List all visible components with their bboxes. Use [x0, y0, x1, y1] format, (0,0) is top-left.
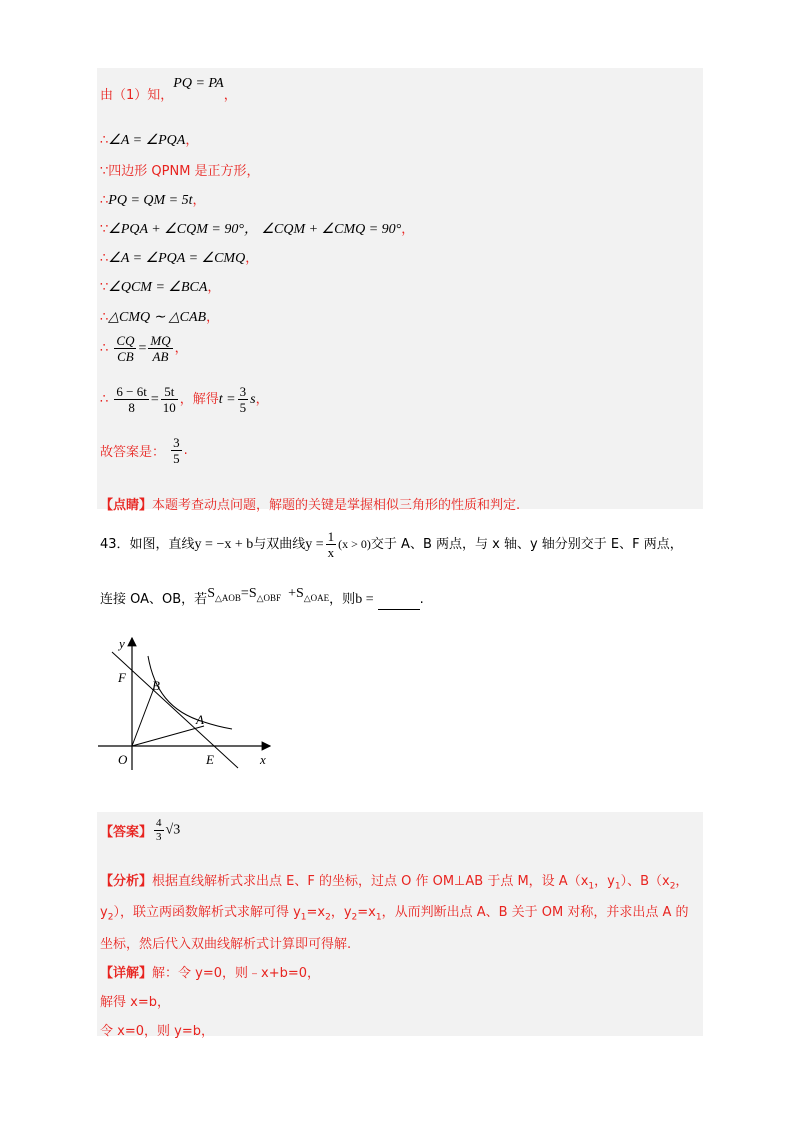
fraction-4-3: $\frac{4}{3}$: [156, 817, 162, 843]
detail-line-2: 解得 x=b，: [100, 995, 170, 1010]
formula-pq-qm: PQ = QM = 5t: [108, 193, 193, 208]
solution-line-6: ∴∠A = ∠PQA = ∠CMQ，: [100, 251, 259, 266]
label-a: A: [196, 712, 204, 727]
label-b: B: [152, 678, 160, 693]
label-x: x: [260, 752, 266, 767]
key-point-line: 【点睛】本题考查动点问题，解题的关键是掌握相似三角形的性质和判定.: [100, 498, 521, 513]
analysis-line-2: $y_2$），联立两函数解析式求解可得 $y_1=x_2$，$y_2=x_1$，从而判断出点 A、B 关于 OM 对称，并求出点 A 的: [100, 905, 689, 923]
segment-ob: [132, 688, 154, 746]
solution-answer-line: 故答案是： $\frac{3}{5}$ .: [100, 435, 188, 466]
solution-line-7: ∵∠QCM = ∠BCA，: [100, 280, 221, 295]
analysis-line-3: 坐标，然后代入双曲线解析式计算即可得解.: [100, 937, 352, 952]
detail-line-3: 令 x=0，则 y=b，: [100, 1024, 214, 1039]
solution-line-3: ∵四边形 QPNM 是正方形，: [100, 164, 260, 179]
fraction-answer-3-5: $\frac{3}{5}$: [173, 435, 180, 466]
question-line-2: 连接 OA、OB，若$S_{\triangle AOB}=S_{\triangle OBF} +S_{\triangle OAE}$，则b = .: [100, 588, 424, 610]
formula-similar: △CMQ ∼ △CAB: [108, 310, 207, 325]
key-point-tag: 【点睛】: [100, 498, 153, 513]
solution-line-4: ∴PQ = QM = 5t，: [100, 193, 206, 208]
label-y: y: [119, 636, 125, 651]
solution-line-10: ∴ $\frac{6 - 6t}{8}$ = $\frac{5t}{10}$ ，解得t = $\frac{3}{5}$ s，: [100, 384, 269, 415]
segment-oa: [132, 726, 204, 746]
solution-panel-bottom: [97, 812, 703, 1036]
area-s-aob: $S_{\triangle AOB}=S_{\triangle OBF} +S_{\triangle OAE}$: [207, 586, 330, 603]
question-line-1: 43．如图，直线y = −x + b与双曲线y = $\frac{1}{x}$ (x > 0)交于 A、B 两点，与 x 轴、y 轴分别交于 E、F 两点，: [100, 529, 683, 560]
detail-tag: 【详解】: [100, 966, 153, 981]
formula-angle-sum: ∠PQA + ∠CQM = 90°， ∠CQM + ∠CMQ = 90°: [108, 222, 402, 237]
formula-angle-a: ∠A = ∠PQA: [108, 133, 186, 148]
detail-line-1: 【详解】解：令 y=0，则﹣x+b=0，: [100, 966, 321, 981]
fraction-cq-cb: $\frac{CQ}{CB}$: [116, 333, 135, 364]
formula-pq-pa: PQ = PA: [173, 76, 224, 91]
answer-line: 【答案】 $\frac{4}{3}$ √3: [100, 817, 181, 843]
label-e: E: [206, 752, 214, 767]
label-o: O: [118, 752, 128, 767]
fraction-3-5: $\frac{3}{5}$: [239, 384, 247, 415]
coordinate-figure: [92, 630, 282, 775]
solution-line-2: ∴∠A = ∠PQA，: [100, 133, 199, 148]
answer-tag: 【答案】: [100, 825, 153, 840]
formula-angle-equal: ∠A = ∠PQA = ∠CMQ: [108, 251, 246, 266]
solution-line-5: ∵∠PQA + ∠CQM = 90°， ∠CQM + ∠CMQ = 90°，: [100, 222, 415, 237]
analysis-line-1: 【分析】根据直线解析式求出点 E、F 的坐标，过点 O 作 OM⊥AB 于点 M，设 $A(x_1$，$y_1$）、$B(x_2$，: [100, 874, 689, 892]
fraction-5t-10: $\frac{5t}{10}$: [162, 384, 176, 415]
label-f: F: [118, 670, 126, 685]
fraction-mq-ab: $\frac{MQ}{AB}$: [150, 333, 171, 364]
analysis-tag: 【分析】: [100, 874, 153, 889]
formula-line-eq: y = −x + b: [194, 537, 254, 552]
solution-line-1: 由（1）知，PQ = PA，: [100, 76, 237, 103]
solution-line-9: ∴ $\frac{CQ}{CB}$ = $\frac{MQ}{AB}$ ，: [100, 333, 188, 364]
solution-line-8: ∴△CMQ ∼ △CAB，: [100, 310, 220, 325]
line-ef: [112, 652, 238, 768]
formula-angle-qcm: ∠QCM = ∠BCA: [108, 280, 208, 295]
fraction-6-6t: $\frac{6 - 6t}{8}$: [116, 384, 147, 415]
hyperbola-curve: [148, 656, 232, 729]
fraction-1-x: $\frac{1}{x}$: [327, 529, 335, 560]
answer-blank[interactable]: [378, 609, 420, 610]
